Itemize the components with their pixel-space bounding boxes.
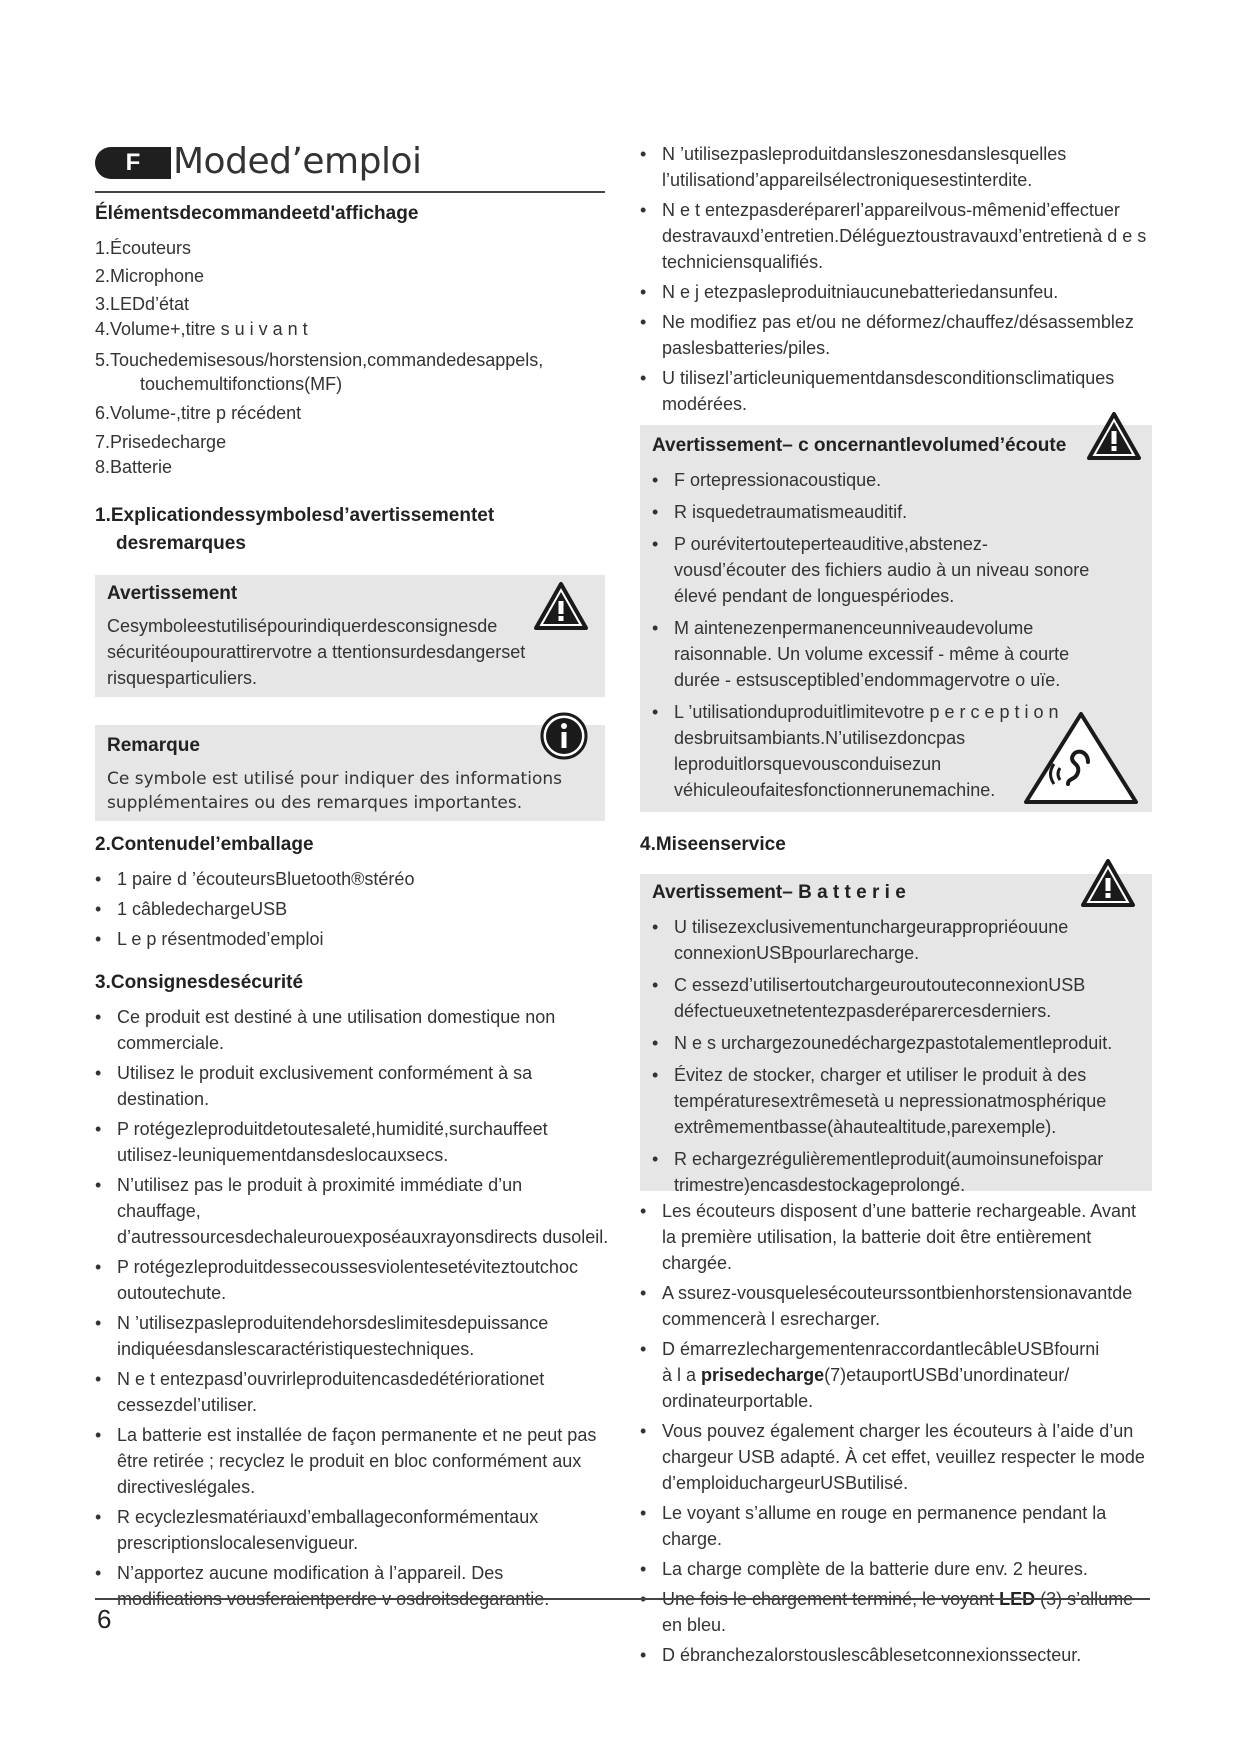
warning-text: Cesymboleestutilisépourindiquerdesconsignesde sécuritéoupourattirervotre a ttentionsurdesdangerset risquesparticuliers.	[107, 616, 526, 688]
list-item: • N e j etezpasleproduitniaucunebatteriedansunfeu.	[640, 279, 1150, 305]
list-item: • N e t entezpasderéparerl’appareilvous-mêmenid’effectuer destravauxd’entretien.Délégueztoustravauxd’entretienà d e s techniciensqualifiés.	[640, 197, 1150, 275]
control-item: 8.Batterie	[95, 457, 173, 477]
package-heading: 2.Contenudel’emballage	[95, 834, 314, 855]
language-badge: F	[95, 147, 171, 179]
list-item: • D ébranchezalorstouslescâblesetconnexionssecteur.	[640, 1642, 1152, 1668]
list-item: • P ourévitertouteperteauditive,abstenez-vousd’écouter des fichiers audio à un niveau sonore élevé pendant de longuespériodes.	[652, 531, 1092, 609]
list-item: • N ’utilisezpasleproduitdansleszonesdanslesquelles l’utilisationd’appareilsélectroniquesestinterdite.	[640, 141, 1150, 193]
footer-divider	[95, 1598, 1150, 1600]
list-item: • U tilisezexclusivementunchargeurappropriéouune connexionUSBpourlarecharge.	[652, 914, 1147, 966]
list-item: • N’apportez aucune modification à l’appareil. Des modifications vousferaientperdre v osdroitsdegarantie.	[95, 1560, 610, 1612]
controls-heading: Élémentsdecommandeetd'affichage	[95, 203, 419, 224]
list-item: • U tilisezl’articleuniquementdansdesconditionsclimatiques modérées.	[640, 365, 1150, 417]
list-item: • N ’utilisezpasleproduitendehorsdeslimitesdepuissance indiquéesdanslescaractéristiquestechniques.	[95, 1310, 610, 1362]
page-title: Moded’emploi	[173, 141, 422, 182]
control-item: touchemultifonctions(MF)	[140, 374, 343, 394]
list-item: • N’utilisez pas le produit à proximité immédiate d’un chauffage, d’autressourcesdechaleurouexposéauxrayonsdirects dusoleil.	[95, 1172, 610, 1250]
battery-warning-title: Avertissement– B a t t e r i e	[652, 882, 906, 903]
list-item: • C essezd’utilisertoutchargeuroutouteconnexionUSB défectueuxetnetentezpasderéparercesderniers.	[652, 972, 1147, 1024]
list-item: • Évitez de stocker, charger et utiliser le produit à des températuresextrêmesetà u nepressionatmosphérique extrêmementbasse(àhautealtitude,parexemple).	[652, 1062, 1147, 1140]
list-item: • P rotégezleproduitdetoutesaleté,humidité,surchauffeet utilisez-leuniquementdansdeslocauxsecs.	[95, 1116, 610, 1168]
list-item: • R ecyclezlesmatériauxd’emballageconformémentaux prescriptionslocalesenvigueur.	[95, 1504, 610, 1556]
battery-warning-box	[640, 874, 1152, 1195]
list-item: • P rotégezleproduitdessecoussesviolentesetéviteztoutchoc outoutechute.	[95, 1254, 610, 1306]
list-item-text: Une fois le chargement terminé, le voyant	[662, 1589, 1000, 1609]
ear-warning-icon	[1022, 710, 1140, 806]
list-item: • Utilisez le produit exclusivement conformément à sa destination.	[95, 1060, 610, 1112]
safety-list	[95, 1004, 610, 1616]
warning-triangle-icon	[1080, 858, 1136, 908]
volume-warning-title: Avertissement– c oncernantlevolumed’écoute	[652, 435, 1067, 456]
warning-triangle-icon	[1086, 411, 1142, 461]
service-heading: 4.Miseenservice	[640, 834, 786, 855]
list-item: • 1 câbledechargeUSB	[95, 896, 605, 922]
list-item-text: à l a	[662, 1365, 702, 1385]
note-text: Ce symbole est utilisé pour indiquer des informations supplémentaires ou des remarques importantes.	[107, 769, 562, 813]
list-item: • 1 paire d ’écouteursBluetooth®stéréo	[95, 866, 605, 892]
list-item: • Ce produit est destiné à une utilisation domestique non commerciale.	[95, 1004, 610, 1056]
list-item: • Vous pouvez également charger les écouteurs à l’aide d’un chargeur USB adapté. À cet effet, veuillez respecter le mode d’emploiduchargeurUSButilisé.	[640, 1418, 1152, 1496]
info-circle-icon	[539, 711, 589, 761]
note-box	[95, 725, 605, 821]
symbols-heading-line2: desremarques	[116, 533, 246, 554]
warning-triangle-icon	[533, 581, 589, 631]
list-item: • N e t entezpasd’ouvrirleproduitencasdedétériorationet cessezdel’utiliser.	[95, 1366, 610, 1418]
list-item: • Ne modifiez pas et/ou ne déformez/chauffez/désassemblez paslesbatteries/piles.	[640, 309, 1150, 361]
package-list	[95, 866, 605, 956]
list-item: • L e p résentmoded’emploi	[95, 926, 605, 952]
warning-box	[95, 575, 605, 697]
list-item: • La batterie est installée de façon permanente et ne peut pas être retirée ; recyclez le produit en bloc conformément aux directiveslégales.	[95, 1422, 610, 1500]
charging-socket-label: prisedecharge	[701, 1365, 825, 1385]
list-item: • R echargezrégulièrementleproduit(aumoinsunefoispar trimestre)encasdestockageprolongé.	[652, 1146, 1147, 1198]
list-item	[640, 1586, 1152, 1638]
list-item-text: (3) s’allume en bleu.	[662, 1589, 1134, 1635]
symbols-heading: 1.Explicationdessymbolesd’avertissementet	[95, 505, 495, 526]
list-item: • A ssurez-vousquelesécouteurssontbienhorstensionavantde commencerà l esrecharger.	[640, 1280, 1152, 1332]
list-item-text: D émarrezlechargementenraccordantlecâbleUSBfourni	[662, 1339, 1100, 1359]
volume-warning-box	[640, 425, 1152, 812]
control-item: 1.Écouteurs	[95, 238, 192, 258]
control-item: 2.Microphone	[95, 266, 205, 286]
page-number: 6	[97, 1604, 112, 1634]
service-list	[640, 1198, 1152, 1672]
list-item: • Les écouteurs disposent d’une batterie rechargeable. Avant la première utilisation, la batterie doit être entièrement chargée.	[640, 1198, 1152, 1276]
battery-warning-list	[652, 914, 1147, 1204]
safety-list-continued	[640, 141, 1150, 421]
control-item: 7.Prisedecharge	[95, 432, 227, 452]
list-item: • R isquedetraumatismeauditif.	[652, 499, 1092, 525]
control-item: 3.LEDd’état	[95, 294, 190, 314]
control-item: 4.Volume+,titre s u i v a n t	[95, 319, 308, 339]
list-item	[640, 1336, 1152, 1414]
list-item: • M aintenezenpermanenceunniveaudevolume raisonnable. Un volume excessif - même à courte durée - estsusceptibled’endommagervotre o uïe.	[652, 615, 1092, 693]
page-header	[95, 143, 605, 193]
control-item: 6.Volume-,titre p récédent	[95, 403, 302, 423]
list-item: • Le voyant s’allume en rouge en permanence pendant la charge.	[640, 1500, 1152, 1552]
list-item: • L ’utilisationduproduitlimitevotre p e r c e p t i o n desbruitsambiants.N’utilisezdoncpas leproduitlorsquevousconduisezun véhiculeoufaitesfonctionnerunemachine.	[652, 699, 1092, 803]
led-label: LED	[999, 1589, 1036, 1609]
safety-heading: 3.Consignesdesécurité	[95, 972, 304, 993]
list-item-text: (7)etauportUSBd’unordinateur/ ordinateurportable.	[662, 1365, 1070, 1411]
list-item: • La charge complète de la batterie dure env. 2 heures.	[640, 1556, 1152, 1582]
list-item: • F ortepressionacoustique.	[652, 467, 1092, 493]
warning-title: Avertissement	[107, 583, 238, 604]
note-title: Remarque	[107, 735, 200, 756]
control-item: 5.Touchedemisesous/horstension,commandedesappels,	[95, 350, 544, 370]
list-item: • N e s urchargezounedéchargezpastotalementleproduit.	[652, 1030, 1147, 1056]
